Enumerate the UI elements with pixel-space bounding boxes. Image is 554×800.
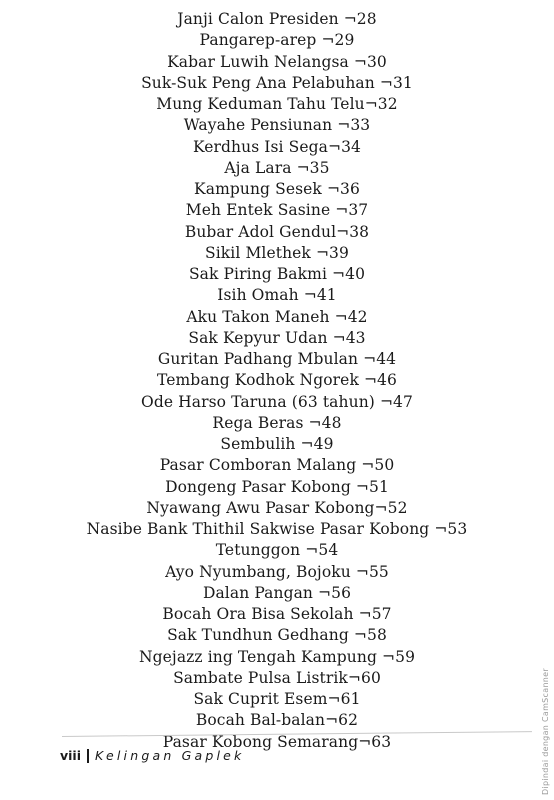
toc-entry: Sak Tundhun Gedhang ¬58 (167, 626, 387, 645)
toc-entry: Sak Cuprit Esem¬61 (193, 690, 361, 708)
toc-entry: Ode Harso Taruna (63 tahun) ¬47 (141, 392, 413, 411)
toc-entry: Sembulih ¬49 (220, 435, 334, 453)
toc-entry: Meh Entek Sasine ¬37 (185, 201, 369, 220)
toc-entry: Kampung Sesek ¬36 (194, 180, 360, 198)
scanner-watermark: Dipindai dengan CamScanner (541, 668, 550, 795)
toc-entry: Sak Kepyur Udan ¬43 (188, 328, 366, 347)
toc-entry: Ayo Nyumbang, Bojoku ¬55 (165, 562, 389, 581)
toc-entry: Aja Lara ¬35 (224, 158, 330, 177)
toc-entry: Tetunggon ¬54 (215, 541, 339, 560)
toc-entry: Ngejazz ing Tengah Kampung ¬59 (138, 647, 416, 666)
toc-entry: Pasar Comboran Malang ¬50 (159, 456, 395, 475)
toc-entry: Dalan Pangan ¬56 (202, 583, 352, 602)
toc-entry: Suk-Suk Peng Ana Pelabuhan ¬31 (141, 73, 413, 92)
toc-entry: Bubar Adol Gendul¬38 (184, 222, 370, 241)
toc-entry: Wayahe Pensiunan ¬33 (183, 116, 371, 135)
page-footer (60, 748, 245, 763)
toc-entry: Pangarep-arep ¬29 (199, 31, 355, 50)
toc-entry: Isih Omah ¬41 (217, 286, 337, 305)
toc-entry: Kabar Luwih Nelangsa ¬30 (167, 52, 387, 71)
toc-entry: Aku Takon Maneh ¬42 (186, 307, 368, 326)
toc-entry: Tembang Kodhok Ngorek ¬46 (157, 371, 397, 390)
running-title: Kelingan Gaplek (95, 748, 245, 763)
toc-entry: Sikil Mlethek ¬39 (205, 243, 349, 262)
toc-entry: Pasar Kobong Semarang¬63 (162, 732, 392, 751)
footer-separator (87, 749, 89, 763)
page-number: viii (60, 748, 82, 763)
toc-entry: Sambate Pulsa Listrik¬60 (173, 668, 381, 687)
toc-entry: Bocah Ora Bisa Sekolah ¬57 (162, 605, 392, 623)
toc-entry: Bocah Bal-balan¬62 (195, 711, 359, 730)
table-of-contents (0, 9, 554, 753)
toc-entry: Janji Calon Presiden ¬28 (177, 10, 377, 28)
toc-entry: Mung Keduman Tahu Telu¬32 (156, 95, 398, 113)
toc-entry: Nyawang Awu Pasar Kobong¬52 (146, 498, 408, 517)
toc-entry: Nasibe Bank Thithil Sakwise Pasar Kobong ¬53 (86, 520, 468, 538)
toc-entry: Rega Beras ¬48 (212, 413, 342, 432)
toc-entry: Dongeng Pasar Kobong ¬51 (165, 477, 389, 496)
toc-entry: Guritan Padhang Mbulan ¬44 (157, 350, 397, 368)
toc-entry: Kerdhus Isi Sega¬34 (192, 137, 362, 156)
toc-entry: Sak Piring Bakmi ¬40 (188, 265, 366, 283)
